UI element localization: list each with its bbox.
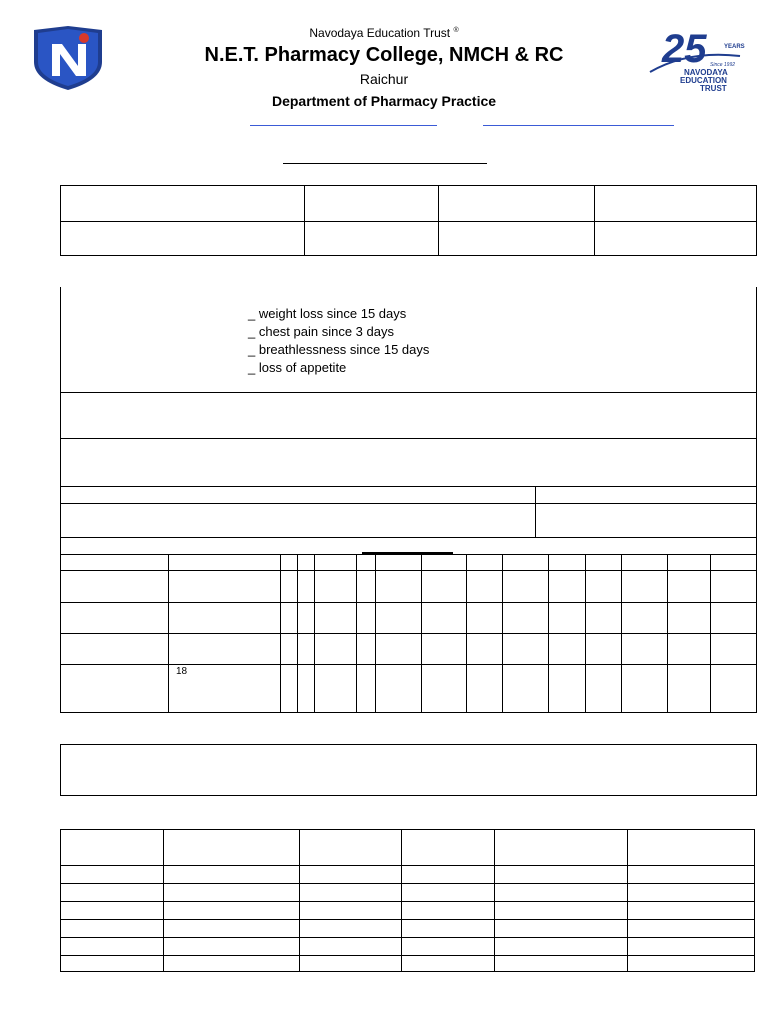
city-name: Raichur (359, 71, 409, 87)
blank-field-right[interactable] (483, 125, 674, 126)
form-title-underline (283, 163, 487, 164)
blank-field-left[interactable] (250, 125, 437, 126)
department-name: Department of Pharmacy Practice (271, 93, 497, 109)
trust-logo-line1: NAVODAYA (684, 68, 728, 77)
anniversary-years-label: YEARS (724, 44, 745, 50)
complaint-item: _ chest pain since 3 days (248, 324, 394, 339)
anniversary-since-label: Since 1992 (710, 62, 736, 68)
trust-name: Navodaya Education Trust ® (309, 26, 459, 40)
notes-box[interactable] (60, 744, 757, 796)
trust-logo-line2: EDUCATION (680, 76, 727, 85)
medication-chart-table (60, 554, 757, 713)
chief-complaints-list (248, 305, 429, 377)
patient-details-table (60, 185, 757, 256)
right-logo (648, 22, 748, 94)
complaint-item: _ weight loss since 15 days (248, 306, 407, 321)
trust-logo-line3: TRUST (700, 84, 727, 93)
anniversary-number: 25 (662, 27, 707, 71)
anniversary-25-logo-icon (648, 22, 748, 94)
medication-cell-value: 18 (176, 666, 188, 677)
bottom-table (60, 829, 755, 972)
college-name: N.E.T. Pharmacy College, NMCH & RC (204, 44, 564, 66)
complaint-item: _ loss of appetite (248, 360, 347, 375)
complaint-item: _ breathlessness since 15 days (248, 342, 430, 357)
